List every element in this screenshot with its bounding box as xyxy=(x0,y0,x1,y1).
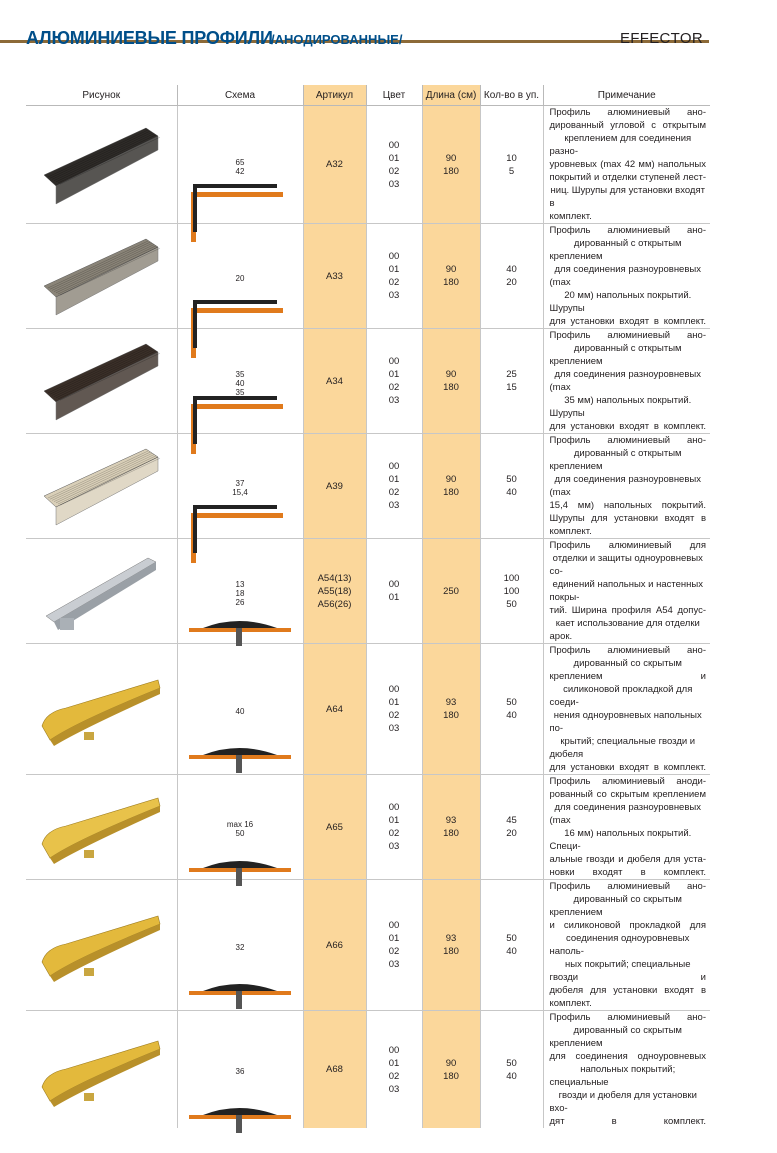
color-cell xyxy=(366,539,422,644)
article-cell xyxy=(303,880,366,1011)
quantity-cell-value: 50 40 xyxy=(506,697,517,721)
picture-cell xyxy=(26,329,177,434)
dimension-label: 26 xyxy=(235,597,245,607)
quantity-cell xyxy=(480,644,543,775)
article-cell-value: A68 xyxy=(326,1064,343,1075)
length-cell-value: 90 180 xyxy=(443,369,459,393)
quantity-cell xyxy=(480,329,543,434)
scheme-dimensions xyxy=(178,274,303,283)
table-header-row xyxy=(26,85,710,106)
quantity-cell-value: 25 15 xyxy=(506,369,517,393)
quantity-cell-value: 45 20 xyxy=(506,815,517,839)
column-header-note: Примечание xyxy=(543,85,710,106)
table-row xyxy=(26,224,710,329)
length-cell xyxy=(422,106,480,224)
scheme-cell xyxy=(177,880,303,1011)
profile-photo xyxy=(36,546,166,636)
scheme-cell xyxy=(177,106,303,224)
color-cell-value: 00 01 02 03 xyxy=(388,139,400,190)
color-cell xyxy=(366,224,422,329)
scheme-dimensions xyxy=(178,1067,303,1076)
scheme-cell xyxy=(177,644,303,775)
quantity-cell xyxy=(480,775,543,880)
dimension-label: 50 xyxy=(235,829,245,838)
page-title: АЛЮМИНИЕВЫЕ ПРОФИЛИ xyxy=(26,28,273,48)
length-cell-value: 90 180 xyxy=(443,152,459,177)
scheme-cell xyxy=(177,775,303,880)
profile-photo xyxy=(36,231,166,321)
article-cell-value: A64 xyxy=(326,703,343,715)
column-header-picture: Рисунок xyxy=(26,85,177,106)
profile-photo xyxy=(36,900,166,990)
length-cell-value: 93 180 xyxy=(443,697,459,721)
article-cell xyxy=(303,434,366,539)
article-cell xyxy=(303,224,366,329)
quantity-cell xyxy=(480,880,543,1011)
scheme-dimensions xyxy=(178,370,303,397)
profile-scheme xyxy=(181,1063,299,1153)
dimension-label: 40 xyxy=(235,378,245,388)
dimension-label: 13 xyxy=(235,579,245,589)
length-cell-value: 93 180 xyxy=(443,815,459,839)
length-cell xyxy=(422,644,480,775)
article-cell xyxy=(303,329,366,434)
note-cell: Профиль алюминиевый ано- дированный с открытым креплением для соединения разноуровневых (max 20 мм) напольных покрытий. Шурупы для установки входят в комплект. xyxy=(543,224,710,329)
dimension-label: 35 xyxy=(235,369,245,379)
note-cell: Профиль алюминиевый ано- дированный со скрытым креплением для соединения одноуровневых напольных покрытий; специальные гвозди и дюбеля для установки вхо- дят в комплект. xyxy=(549,1012,706,1127)
quantity-cell-value: 50 40 xyxy=(506,1057,517,1082)
note-cell: Профиль алюминиевый ано- дированный со скрытым креплением и силиконовой прокладкой для соеди- нения одноуровневых напольных по- крытий; специальные гвозди и дюбеля для установки входят в комплект. xyxy=(543,644,710,775)
note-cell: Профиль алюминиевый ано- дированный с открытым креплением для соединения разноуровневых (max 35 мм) напольных покрытий. Шурупы для установки входят в комплект. xyxy=(543,329,710,434)
color-cell xyxy=(366,329,422,434)
scheme-dimensions xyxy=(178,158,303,176)
picture-cell xyxy=(26,224,177,329)
products-table xyxy=(26,85,710,1128)
length-cell xyxy=(422,1011,480,1129)
dimension-label: 35 xyxy=(235,387,245,397)
quantity-cell xyxy=(480,106,543,224)
picture-cell xyxy=(26,434,177,539)
length-cell xyxy=(422,539,480,644)
quantity-cell xyxy=(480,224,543,329)
note-cell: Профиль алюминиевый для отделки и защиты одноуровневых со- единений напольных и настенных покры- тий. Ширина профиля А54 допус- кает использование для отделки арок. xyxy=(543,539,710,644)
color-cell xyxy=(366,106,422,224)
length-cell xyxy=(422,880,480,1011)
picture-cell xyxy=(26,539,177,644)
table-row xyxy=(26,1011,710,1129)
profile-photo xyxy=(36,782,166,872)
article-cell xyxy=(303,106,366,224)
color-cell-value: 00 01 02 03 xyxy=(388,1044,400,1095)
column-header-color: Цвет xyxy=(366,85,422,106)
quantity-cell xyxy=(480,434,543,539)
quantity-cell-value: 50 40 xyxy=(506,933,517,957)
length-cell-value: 90 180 xyxy=(443,474,459,498)
length-cell-value: 90 180 xyxy=(443,264,459,288)
table-row xyxy=(26,644,710,775)
column-header-scheme: Схема xyxy=(177,85,303,106)
profile-photo xyxy=(36,336,166,426)
scheme-dimensions xyxy=(178,479,303,497)
dimension-label: 20 xyxy=(235,273,245,283)
table-row xyxy=(26,329,710,434)
note-cell: Профиль алюминиевый ано- дированный с открытым креплением для соединения разноуровневых (max 15,4 мм) напольных покрытий. Шурупы для установки входят в комплект. xyxy=(543,434,710,539)
note-cell: Профиль алюминиевый ано- дированный со скрытым креплением и силиконовой прокладкой для соединения одноуровневых наполь- ных покрытий; специальные гвозди и дюбеля для установки входят в комплект. xyxy=(543,880,710,1011)
note-cell: Профиль алюминиевый аноди- рованный со скрытым креплением для соединения разноуровневых (max 16 мм) напольных покрытий. Специ- альные гвозди и дюбеля для уста- новки входят в комплект. xyxy=(543,775,710,880)
quantity-cell xyxy=(480,539,543,644)
article-cell-value: A32 xyxy=(326,159,343,170)
page-header xyxy=(0,0,777,80)
profile-photo xyxy=(36,120,166,210)
length-cell xyxy=(422,434,480,539)
length-cell-value: 93 180 xyxy=(443,933,459,957)
table-row xyxy=(26,106,710,224)
article-cell xyxy=(303,775,366,880)
color-cell-value: 00 01 02 03 xyxy=(388,802,400,852)
table-row xyxy=(26,775,710,880)
picture-cell xyxy=(26,106,177,224)
dimension-label: 15,4 xyxy=(232,488,248,497)
table-row xyxy=(26,539,710,644)
dimension-label: 65 xyxy=(235,157,245,167)
color-cell-value: 00 01 02 03 xyxy=(388,461,400,511)
dimension-label: 37 xyxy=(235,479,245,488)
length-cell-value: 90 180 xyxy=(443,1057,459,1082)
length-cell-value: 250 xyxy=(443,585,459,597)
picture-cell xyxy=(26,1011,177,1129)
color-cell xyxy=(366,644,422,775)
color-cell-value: 00 01 02 03 xyxy=(388,356,400,406)
color-cell xyxy=(366,880,422,1011)
scheme-cell xyxy=(177,1011,303,1129)
quantity-cell xyxy=(480,1011,543,1129)
column-header-quantity: Кол-во в уп. xyxy=(480,85,543,106)
color-cell xyxy=(366,775,422,880)
color-cell-value: 00 01 xyxy=(388,579,400,603)
dimension-label: 40 xyxy=(235,706,245,716)
profile-photo xyxy=(36,664,166,754)
profile-photo xyxy=(36,1025,166,1115)
note-cell: Профиль алюминиевый ано- дированный угловой с открытым креплением для соединения разно- уровневых (max 42 мм) напольных покрытий и отделки ступеней лест- ниц. Шурупы для установки входят в комплект. xyxy=(543,106,710,224)
brand-name: EFFECTOR xyxy=(620,30,703,47)
column-header-length: Длина (см) xyxy=(422,85,480,106)
color-cell-value: 00 01 02 03 xyxy=(388,684,400,734)
table-row xyxy=(26,880,710,1011)
picture-cell xyxy=(26,644,177,775)
article-cell xyxy=(303,644,366,775)
picture-cell xyxy=(26,775,177,880)
quantity-cell-value: 100 100 50 xyxy=(503,572,520,610)
scheme-dimensions xyxy=(178,943,303,952)
article-cell-value: A39 xyxy=(326,480,343,492)
scheme-dimensions xyxy=(178,707,303,716)
dimension-label: 42 xyxy=(235,166,245,176)
dimension-label: 18 xyxy=(235,588,245,598)
scheme-dimensions xyxy=(178,820,303,838)
quantity-cell-value: 40 20 xyxy=(506,264,517,288)
scheme-dimensions xyxy=(178,580,303,607)
color-cell-value: 00 01 02 03 xyxy=(388,920,400,970)
color-cell-value: 00 01 02 03 xyxy=(388,251,400,301)
quantity-cell-value: 50 40 xyxy=(506,474,517,498)
color-cell xyxy=(366,434,422,539)
article-cell-value: A33 xyxy=(326,270,343,282)
article-cell xyxy=(303,539,366,644)
length-cell xyxy=(422,224,480,329)
picture-cell xyxy=(26,880,177,1011)
dimension-label: 32 xyxy=(235,942,245,952)
article-cell-value: A65 xyxy=(326,821,343,833)
quantity-cell-value: 10 5 xyxy=(506,152,517,177)
article-cell-value: A66 xyxy=(326,939,343,951)
article-cell-value: A34 xyxy=(326,375,343,387)
profile-photo xyxy=(36,441,166,531)
color-cell xyxy=(366,1011,422,1129)
column-header-article: Артикул xyxy=(303,85,366,106)
dimension-label: 36 xyxy=(235,1067,245,1076)
length-cell xyxy=(422,775,480,880)
dimension-label: max 16 xyxy=(226,820,254,829)
article-cell-value: A54(13) A55(18) A56(26) xyxy=(317,572,352,610)
length-cell xyxy=(422,329,480,434)
table-row xyxy=(26,434,710,539)
page-subtitle: /АНОДИРОВАННЫЕ/ xyxy=(271,32,403,47)
article-cell xyxy=(303,1011,366,1129)
